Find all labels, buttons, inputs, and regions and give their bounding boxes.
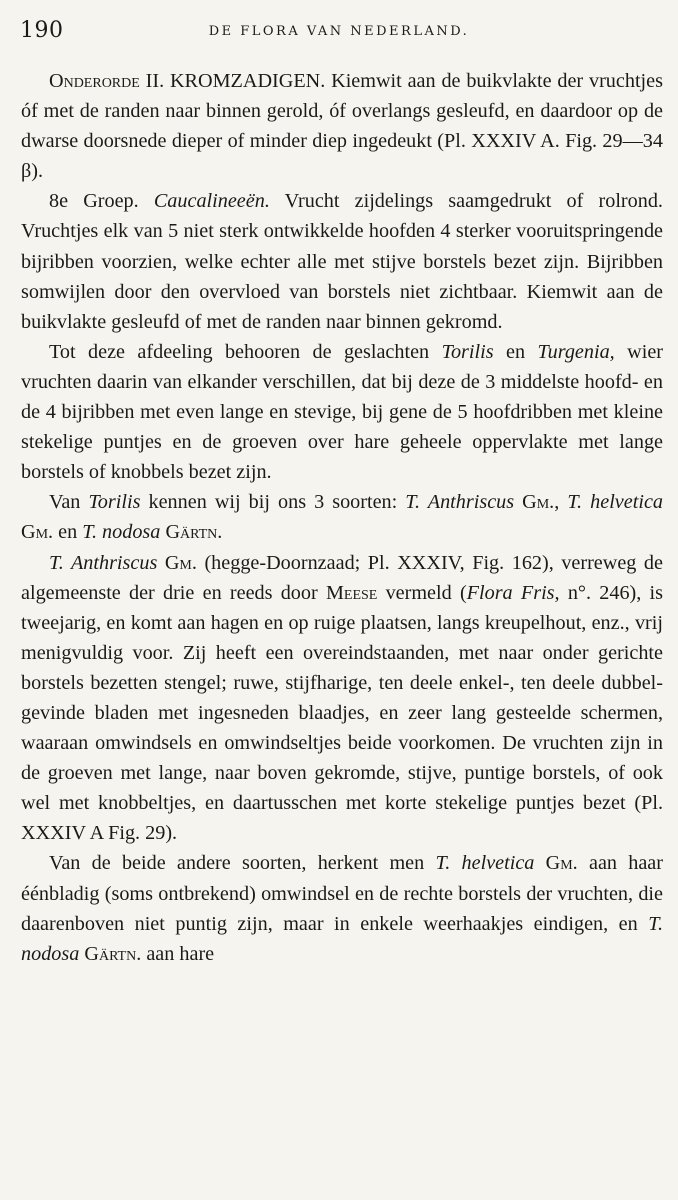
small-caps-text: Gärtn. — [84, 942, 142, 965]
text-run: en — [53, 521, 83, 544]
paragraph — [21, 487, 663, 547]
small-caps-text: Gm. — [522, 491, 555, 514]
page-number: 190 — [20, 18, 64, 43]
italic-text: T. nodosa — [82, 521, 161, 544]
text-run — [534, 852, 545, 874]
running-title: DE FLORA VAN NEDERLAND. — [208, 24, 470, 39]
text-run: vermeld ( — [377, 581, 467, 604]
italic-text: T. Anthriscus — [405, 491, 515, 514]
text-run: kennen wij bij ons 3 soorten: — [140, 491, 406, 514]
text-run: , — [554, 491, 568, 514]
text-run: Van — [49, 491, 89, 514]
italic-text: Caucalineeën. — [153, 190, 270, 213]
italic-text: Torilis — [441, 340, 494, 363]
small-caps-text: Gm. — [21, 521, 54, 544]
text-run — [514, 491, 522, 513]
italic-text: Flora Fris, — [466, 581, 560, 604]
text-run: Vrucht zijdelings saamgedrukt of rolrond. Vruchtjes elk van 5 niet sterk ontwikkelde hoofden 4 sterker vooruitspringende bijribben voorzien, welke echter alle met stijve borstels bezet zijn. Bijribben somwijlen door den overvloed van borstels niet zichtbaar. Kiemwit aan de buikvlakte gesleufd of met de randen naar binnen gekromd. — [21, 190, 663, 333]
italic-text: Turgenia, — [537, 340, 615, 363]
italic-text: T. helvetica — [567, 491, 663, 514]
paragraph — [21, 548, 663, 849]
text-run: wier vruchten daarin van elkander verschillen, dat bij deze de 3 middelste hoofd- en de 4 bijribben met even lange en stevige, bij gene de 5 hoofdribben met kleine stekelige puntjes en de groeven over hare geheele oppervlakte met lange borstels of knobbels bezet zijn. — [21, 340, 664, 484]
italic-text: T. Anthriscus — [49, 551, 158, 574]
small-caps-text: Gm. — [545, 852, 578, 875]
paragraph — [21, 337, 663, 487]
text-run: 8e Groep. — [49, 190, 154, 213]
text-run: aan hare — [141, 942, 215, 965]
small-caps-text: Meese — [325, 581, 378, 604]
body-text — [21, 66, 663, 969]
italic-text: T. helvetica — [435, 852, 535, 875]
text-run: en — [493, 340, 538, 363]
small-caps-text: Gärtn. — [165, 521, 223, 544]
text-run — [157, 552, 165, 574]
small-caps-text: Gm. — [164, 551, 197, 574]
small-caps-text: Onderorde — [49, 70, 140, 92]
text-run: n°. 246), is tweejarig, en komt aan hagen en op ruige plaatsen, langs kreupelhout, enz., vrij menigvuldig voor. Zij heeft een overeindstaanden, met naar onder gerichte borstels bezetten stengel; ruwe, stijfharige, ten deele enkel-, ten deele dubbel-gevinde bladen met ingesneden blaadjes, en zeer lang gesteelde schermen, waaraan omwindsels en omwindseltjes beide voorkomen. De vruchten zijn in de groeven met lange, naar boven gekromde, stijve, puntige borstels, of ook wel met knobbeltjes, en daartusschen met korte stekelige puntjes bezet (Pl. XXXIV A Fig. 29). — [21, 581, 664, 845]
text-run: II. KROMZADIGEN. Kiemwit aan de buikvlakte der vruchtjes óf met de randen naar binnen gerold, óf overlangs gesleufd, en daardoor op de dwarse doorsnede dieper of minder diep ingedeukt (Pl. XXXIV A. Fig. 29—34 β). — [21, 70, 663, 183]
italic-text: Torilis — [88, 491, 141, 514]
page-header — [20, 18, 658, 48]
text-run: aan haar éénbladig (soms ontbrekend) omwindsel en de rechte borstels der vruchten, die daarenboven niet puntig zijn, maar in enkele weerhaakjes eindigen, en — [21, 852, 663, 935]
paragraph — [21, 66, 663, 186]
paragraph — [21, 848, 663, 968]
text-run: (hegge-Doornzaad; Pl. XXXIV, Fig. 162), verreweg de algemeenste der drie en reeds door — [21, 551, 663, 604]
text-run: Tot deze afdeeling behooren de geslachten — [49, 340, 442, 363]
italic-text: T. nodosa — [21, 912, 663, 965]
text-run: Van de beide andere soorten, herkent men — [49, 852, 436, 875]
paragraph — [21, 186, 663, 336]
